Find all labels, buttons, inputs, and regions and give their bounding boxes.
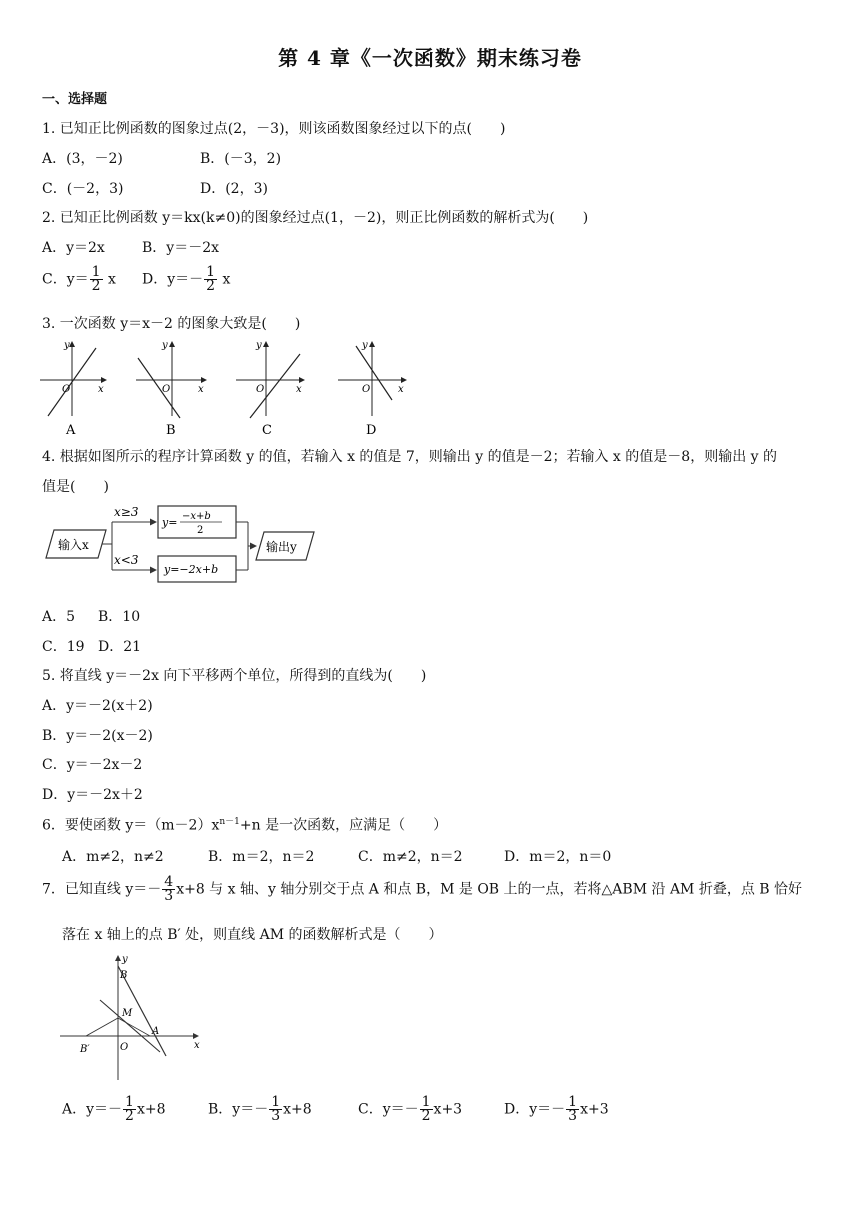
formula-bottom: y=−2x+b [164, 563, 219, 576]
q4-option-d: D．21 [98, 639, 142, 655]
option-fraction [420, 1096, 433, 1123]
page-title: 第 4 章《一次函数》期末练习卷 [278, 46, 582, 70]
denominator: 3 [271, 1108, 281, 1124]
numerator: 1 [125, 1094, 134, 1110]
graph-label: D [366, 423, 377, 438]
condition-bottom: x<3 [114, 553, 139, 567]
q7-stem-line2: 落在 x 轴上的点 B′ 处，则直线 AM 的函数解析式是（ ） [62, 927, 443, 943]
q6-option-d: D．m＝2，n＝0 [504, 849, 612, 865]
numerator: 1 [271, 1094, 281, 1110]
axis-y-label: y [256, 340, 262, 351]
option-suffix: x+8 [136, 1101, 166, 1118]
q2-c-fraction [90, 266, 103, 293]
origin-label: O [162, 384, 171, 395]
q6-stem-suffix: +n 是一次函数，应满足（ ） [239, 817, 448, 834]
q6-stem-prefix: 6．要使函数 y＝（m－2）x [42, 817, 220, 834]
option-fraction [123, 1096, 136, 1123]
q2-option-b: B．y＝－2x [142, 240, 219, 256]
q1-option-d: D．(2，3) [200, 181, 268, 197]
flow-output-label: 输出y [266, 540, 297, 554]
graph-c [236, 340, 304, 438]
numerator: 1 [206, 264, 216, 280]
q1-option-a: A．(3，－2) [42, 151, 123, 167]
label-o: O [120, 1042, 129, 1053]
q2-c-prefix: C．y＝ [42, 271, 89, 288]
q2-d-prefix: D．y＝－ [142, 271, 204, 288]
denominator: 3 [164, 888, 174, 904]
section-heading: 一、选择题 [42, 92, 108, 107]
option-prefix: D．y＝－ [504, 1101, 566, 1118]
q3-graphs [36, 336, 416, 440]
denominator: 3 [568, 1108, 578, 1124]
option-suffix: x+8 [283, 1101, 312, 1118]
denominator: 2 [421, 1108, 431, 1124]
q2-option-a: A．y＝2x [42, 240, 105, 256]
origin-label: O [62, 384, 71, 395]
formula-top-numerator: −x+b [182, 511, 211, 522]
q4-option-a: A．5 [42, 609, 76, 625]
q4-stem-line2: 值是( ) [42, 479, 109, 495]
label-y: y [122, 954, 128, 965]
label-m: M [122, 1008, 133, 1019]
condition-top: x≥3 [114, 505, 139, 519]
q7-option-d [504, 1096, 609, 1123]
q3-stem: 3. 一次函数 y＝x－2 的图象大致是( ) [42, 316, 301, 332]
axis-x-label: x [198, 384, 204, 395]
q7-stem-prefix: 7．已知直线 y＝－ [42, 881, 162, 898]
q7-figure [56, 952, 216, 1084]
q6-option-c: C．m≠2，n＝2 [358, 849, 463, 865]
label-b: B [120, 970, 128, 981]
graph-b [136, 340, 206, 438]
axis-x-label: x [98, 384, 104, 395]
q4-option-b: B．10 [98, 609, 141, 625]
option-suffix: x+3 [433, 1101, 463, 1118]
option-prefix: A．y＝－ [62, 1101, 123, 1118]
q2-d-fraction [204, 266, 217, 293]
q7-option-b [208, 1096, 312, 1123]
option-prefix: C．y＝－ [358, 1101, 419, 1118]
label-x: x [194, 1040, 200, 1051]
label-b-prime: B′ [80, 1044, 90, 1055]
flow-input-label: 输入x [58, 538, 89, 552]
q2-d-suffix: x [222, 271, 231, 288]
denominator: 2 [206, 278, 216, 294]
q7-stem [42, 876, 802, 903]
option-prefix: B．y＝－ [208, 1101, 269, 1118]
origin-label: O [256, 384, 265, 395]
axis-x-label: x [398, 384, 404, 395]
q5-stem: 5. 将直线 y＝－2x 向下平移两个单位，所得到的直线为( ) [42, 668, 427, 684]
axis-y-label: y [162, 340, 168, 351]
q6-option-a: A．m≠2，n≠2 [62, 849, 164, 865]
graph-a [40, 340, 106, 438]
denominator: 2 [91, 278, 101, 294]
q2-option-c [42, 266, 116, 293]
q6-option-b: B．m＝2，n＝2 [208, 849, 315, 865]
q5-option-d: D．y＝－2x＋2 [42, 787, 143, 803]
q5-option-a: A．y＝－2(x＋2) [42, 698, 153, 714]
q2-option-d [142, 266, 230, 293]
q4-flowchart [42, 500, 322, 594]
q1-option-c: C．(－2，3) [42, 181, 124, 197]
graph-d [338, 340, 406, 438]
q7-option-c [358, 1096, 462, 1123]
q5-option-b: B．y＝－2(x－2) [42, 728, 153, 744]
numerator: 1 [421, 1094, 431, 1110]
numerator: 1 [91, 264, 101, 280]
graph-label: A [66, 423, 76, 438]
axis-y-label: y [64, 340, 70, 351]
q2-c-suffix: x [108, 271, 116, 288]
axis-y-label: y [362, 340, 368, 351]
axis-x-label: x [296, 384, 302, 395]
option-fraction [269, 1096, 282, 1123]
graph-label: B [166, 423, 176, 438]
q7-option-a [62, 1096, 166, 1123]
option-fraction [566, 1096, 579, 1123]
formula-top-denominator: 2 [197, 525, 204, 536]
q1-stem: 1. 已知正比例函数的图象过点(2，－3)，则该函数图象经过以下的点( ) [42, 121, 506, 137]
q7-stem-suffix: x+8 与 x 轴、y 轴分别交于点 A 和点 B，M 是 OB 上的一点，若将△ABM 沿 AM 折叠，点 B 恰好 [176, 881, 803, 898]
q6-exponent: n－1 [219, 817, 240, 827]
graph-label: C [262, 423, 272, 438]
label-a: A [152, 1026, 160, 1037]
q2-stem: 2. 已知正比例函数 y＝kx(k≠0)的图象经过点(1，－2)，则正比例函数的解析式为( ) [42, 210, 589, 226]
q4-stem-line1: 4. 根据如图所示的程序计算函数 y 的值，若输入 x 的值是 7，则输出 y 的值是－2；若输入 x 的值是－8，则输出 y 的 [42, 449, 777, 465]
origin-label: O [362, 384, 371, 395]
numerator: 1 [568, 1094, 578, 1110]
option-suffix: x+3 [580, 1101, 609, 1118]
q4-option-c: C．19 [42, 639, 85, 655]
q6-stem [42, 814, 447, 835]
q7-stem-fraction [162, 876, 175, 903]
q1-option-b: B．(－3，2) [200, 151, 282, 167]
formula-top-prefix: y= [162, 516, 178, 529]
numerator: 4 [164, 874, 174, 890]
q5-option-c: C．y＝－2x－2 [42, 757, 143, 773]
denominator: 2 [125, 1108, 134, 1124]
